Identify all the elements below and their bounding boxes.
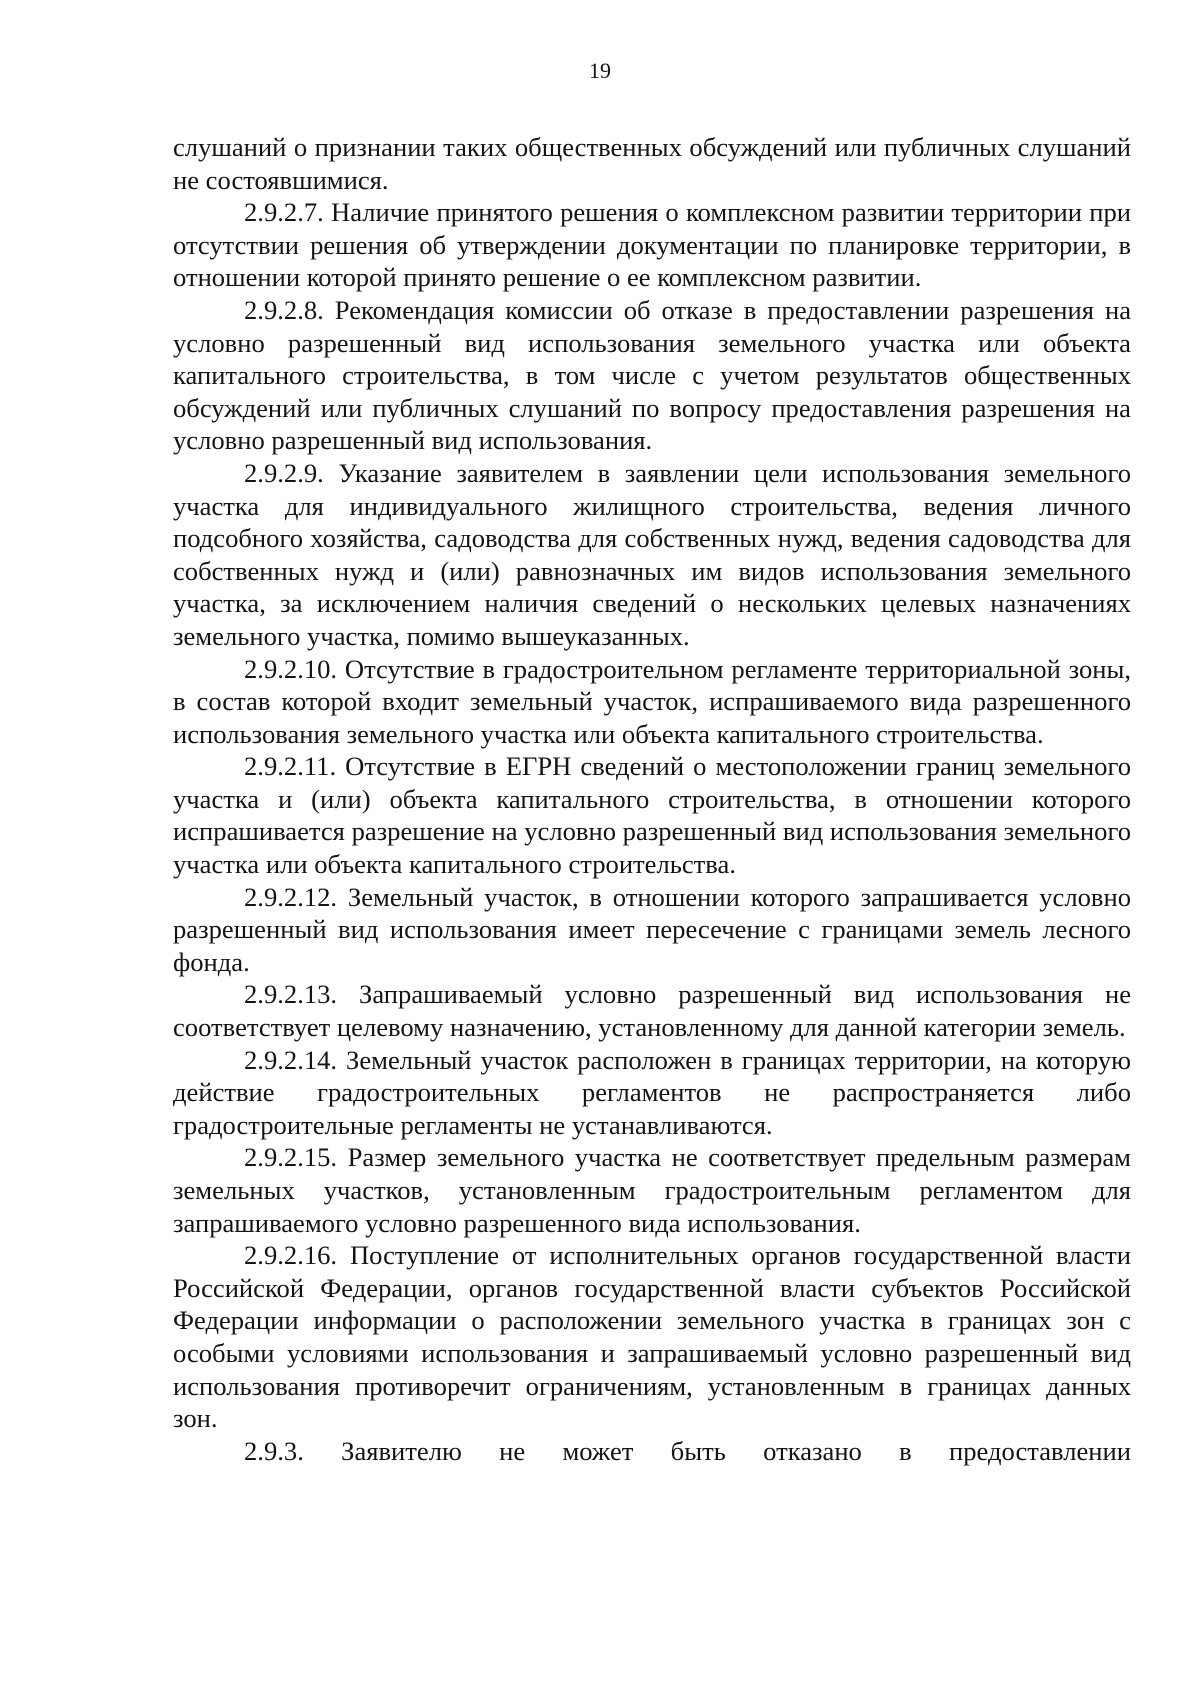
paragraph-2-9-2-8: 2.9.2.8. Рекомендация комиссии об отказе в предоставлении разрешения на условно разрешенный вид использования земельного участка или объекта капитального строительства, в том числе с учетом результатов общественных обсуждений или публичных слушаний по вопросу предоставления разрешения на условно разрешенный вид использования. — [173, 294, 1131, 456]
page-number: 19 — [589, 58, 611, 83]
paragraph-2-9-2-7: 2.9.2.7. Наличие принятого решения о комплексном развитии территории при отсутствии решения об утверждении документации по планировке территории, в отношении которой принято решение о ее комплексном развитии. — [173, 197, 1131, 293]
paragraph-2-9-2-9: 2.9.2.9. Указание заявителем в заявлении цели использования земельного участка для индивидуального жилищного строительства, ведения личного подсобного хозяйства, садоводства для собственных нужд, ведения садоводства для собственных нужд и (или) равнозначных им видов использования земельного участка, за исключением наличия сведений о нескольких целевых назначениях земельного участка, помимо вышеуказанных. — [173, 457, 1131, 651]
paragraph-2-9-2-13: 2.9.2.13. Запрашиваемый условно разрешенный вид использования не соответствует целевому назначению, установленному для данной категории земель. — [173, 979, 1131, 1043]
paragraph-2-9-3: 2.9.3. Заявителю не может быть отказано в предоставлении — [244, 1435, 1131, 1466]
paragraph-2-9-2-12: 2.9.2.12. Земельный участок, в отношении которого запрашивается условно разрешенный вид использования имеет пересечение с границами земель лесного фонда. — [173, 881, 1131, 977]
document-body — [173, 131, 1131, 1467]
paragraph-2-9-2-16: 2.9.2.16. Поступление от исполнительных органов государственной власти Российской Федерации, органов государственной власти субъектов Российской Федерации информации о расположении земельного участка в границах зон с особыми условиями использования и запрашиваемый условно разрешенный вид использования противоречит ограничениям, установленным в границах данных зон. — [173, 1240, 1131, 1434]
paragraph-continuation: слушаний о признании таких общественных обсуждений или публичных слушаний не состоявшимися. — [173, 132, 1131, 195]
paragraph-2-9-2-15: 2.9.2.15. Размер земельного участка не соответствует предельным размерам земельных участков, установленным градостроительным регламентом для запрашиваемого условно разрешенного вида использования. — [173, 1142, 1131, 1238]
paragraph-2-9-2-14: 2.9.2.14. Земельный участок расположен в границах территории, на которую действие градостроительных регламентов не распространяется либо градостроительные регламенты не устанавливаются. — [173, 1044, 1131, 1140]
paragraph-2-9-2-11: 2.9.2.11. Отсутствие в ЕГРН сведений о местоположении границ земельного участка и (или) объекта капитального строительства, в отношении которого испрашивается разрешение на условно разрешенный вид использования земельного участка или объекта капитального строительства. — [173, 751, 1131, 880]
paragraph-2-9-2-10: 2.9.2.10. Отсутствие в градостроительном регламенте территориальной зоны, в состав которой входит земельный участок, испрашиваемого вида разрешенного использования земельного участка или объекта капитального строительства. — [173, 653, 1131, 749]
